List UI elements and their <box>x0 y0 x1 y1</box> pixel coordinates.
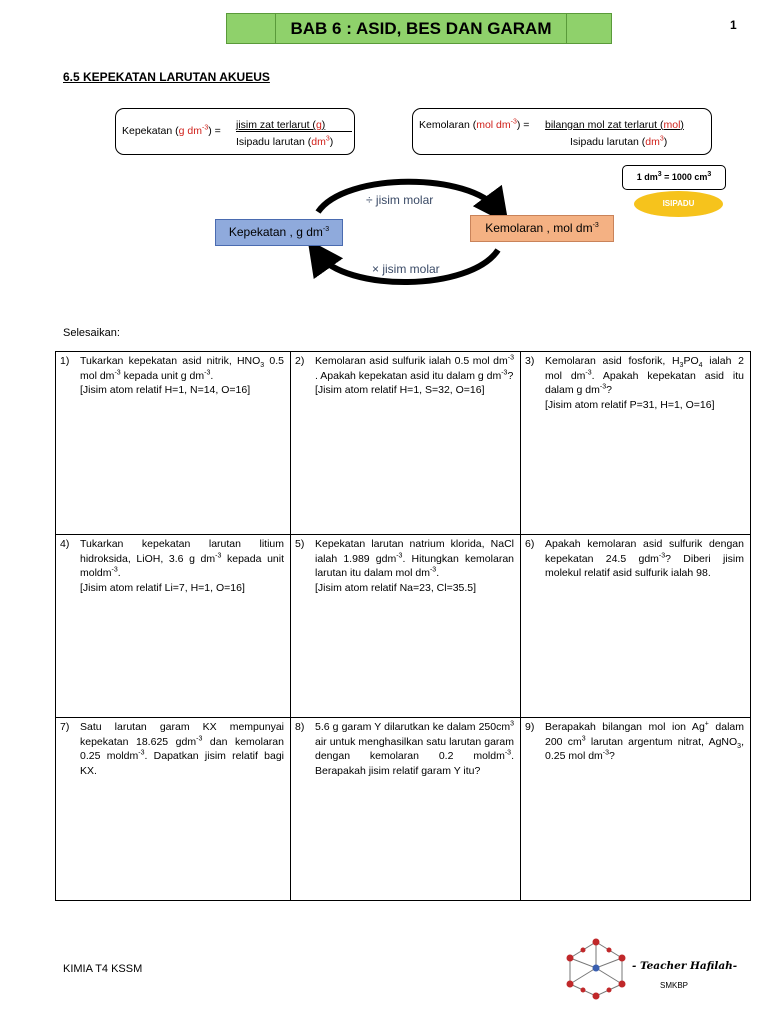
molarity-numerator: bilangan mol zat terlarut (mol) <box>545 119 684 131</box>
molarity-node: Kemolaran , mol $dm^{-3}$ <box>470 215 614 242</box>
question-cell-9: 9) Berapakah bilangan mol ion Ag+ dalam 200 $cm^3$ larutan argentum nitrat, AgNO$_3$, 0.25 mol $dm^{-3}$? <box>521 718 751 901</box>
concentration-numerator: jisim zat terlarut (g) <box>236 119 352 132</box>
concentration-formula-box <box>115 108 355 155</box>
instruction-label: Selesaikan: <box>63 327 120 339</box>
concentration-lhs: Kepekatan (g $dm^{-3}$) = <box>122 124 221 137</box>
question-cell-3: 3) Kemolaran asid fosforik, $H_3PO_4$ ialah 2 mol $dm^{-3}$. Apakah kepekatan asid itu dalam g $dm^{-3}$? [Jisim atom relatif P=31, H=1, O=16] <box>521 352 751 535</box>
molarity-formula-box <box>412 108 712 155</box>
question-cell-5: 5) Kepekatan larutan natrium klorida, NaCl ialah 1.989 gdm$^{-3}$. Hitungkan kemolaran larutan itu dalam mol $dm^{-3}$. [Jisim atom relatif Na=23, Cl=35.5] <box>291 535 521 718</box>
page-number: 1 <box>730 18 737 32</box>
chapter-title-banner <box>226 13 612 44</box>
volume-conversion-note: 1 $dm^3 = 1000$ $cm^3$ <box>622 165 726 190</box>
divide-molar-mass-label: ÷ jisim molar <box>366 193 434 207</box>
volume-badge: ISIPADU <box>634 191 723 217</box>
question-cell-4: 4) Tukarkan kepekatan larutan litium hidroksida, LiOH, 3.6 g $dm^{-3}$ kepada unit moldm$^{-3}$. [Jisim atom relatif Li=7, H=1, O=16] <box>56 535 291 718</box>
question-grid <box>55 351 751 901</box>
question-cell-2: 2) Kemolaran asid sulfurik ialah 0.5 mol $dm^{-3}$ . Apakah kepekatan asid itu dalam g $dm^{-3}$? [Jisim atom relatif H=1, S=32, O=16] <box>291 352 521 535</box>
molarity-lhs: Kemolaran (mol $dm^{-3}$) = <box>419 118 530 131</box>
question-row <box>56 352 751 535</box>
question-row <box>56 535 751 718</box>
concentration-node: Kepekatan , g $dm^{-3}$ <box>215 219 343 246</box>
multiply-molar-mass-label: × jisim molar <box>372 262 440 276</box>
molarity-denominator: Isipadu larutan $(dm^3)$ <box>570 135 668 148</box>
question-cell-1: 1) Tukarkan kepekatan asid nitrik, $HNO_3$ 0.5 mol $dm^{-3}$ kepada unit g $dm^{-3}$. [Jisim atom relatif H=1, N=14, O=16] <box>56 352 291 535</box>
question-row <box>56 718 751 901</box>
school-name: SMKBP <box>660 981 689 990</box>
teacher-signature: - Teacher Hafilah- <box>632 960 738 972</box>
crystal-lattice-logo <box>562 938 630 1000</box>
question-cell-8: 8) 5.6 g garam Y dilarutkan ke dalam $250cm^3$ air untuk menghasilkan satu larutan garam dengan kemolaran 0.2 moldm$^{-3}$. Berapakah jisim relatif garam Y itu? <box>291 718 521 901</box>
question-cell-7: 7) Satu larutan garam KX mempunyai kepekatan 18.625 gdm$^{-3}$ dan kemolaran 0.25 moldm$^{-3}$. Dapatkan jisim relatif bagi KX. <box>56 718 291 901</box>
footer-subject: KIMIA T4 KSSM <box>63 963 143 975</box>
concentration-denominator: Isipadu larutan $(dm^3)$ <box>236 135 334 148</box>
chapter-title: BAB 6 : ASID, BES DAN GARAM <box>275 14 567 43</box>
section-title: 6.5 KEPEKATAN LARUTAN AKUEUS <box>63 70 270 84</box>
question-cell-6: 6) Apakah kemolaran asid sulfurik dengan kepekatan 24.5 gdm$^{-3}$? Diberi jisim molekul relatif asid sulfurik ialah 98. <box>521 535 751 718</box>
